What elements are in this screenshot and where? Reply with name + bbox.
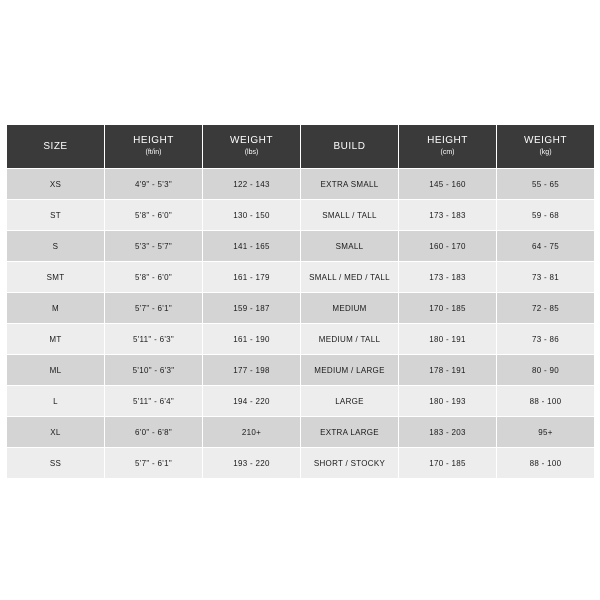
cell-build: EXTRA LARGE — [301, 417, 399, 448]
cell-height-ftin: 5'11" - 6'4" — [105, 386, 203, 417]
cell-build: MEDIUM / TALL — [301, 324, 399, 355]
cell-weight-kg: 64 - 75 — [497, 231, 595, 262]
header-unit: (kg) — [539, 149, 552, 156]
cell-size: ST — [7, 200, 105, 231]
cell-height-ftin: 4'9" - 5'3" — [105, 169, 203, 200]
header-unit: (lbs) — [244, 149, 259, 156]
table-row — [7, 200, 595, 231]
cell-height-ftin: 5'10" - 6'3" — [105, 355, 203, 386]
table-row — [7, 448, 595, 479]
table-row — [7, 355, 595, 386]
cell-height-ftin: 5'7" - 6'1" — [105, 293, 203, 324]
table-row — [7, 386, 595, 417]
cell-height-cm: 180 - 191 — [399, 324, 497, 355]
cell-weight-lbs: 177 - 198 — [203, 355, 301, 386]
cell-height-cm: 180 - 193 — [399, 386, 497, 417]
header-row — [7, 125, 595, 169]
cell-size: SMT — [7, 262, 105, 293]
cell-height-ftin: 6'0" - 6'8" — [105, 417, 203, 448]
cell-weight-lbs: 159 - 187 — [203, 293, 301, 324]
cell-height-cm: 170 - 185 — [399, 293, 497, 324]
cell-weight-kg: 73 - 86 — [497, 324, 595, 355]
cell-build: EXTRA SMALL — [301, 169, 399, 200]
table-row — [7, 169, 595, 200]
header-size — [7, 125, 105, 169]
cell-build: SHORT / STOCKY — [301, 448, 399, 479]
cell-size: XL — [7, 417, 105, 448]
cell-height-cm: 178 - 191 — [399, 355, 497, 386]
cell-weight-kg: 73 - 81 — [497, 262, 595, 293]
header-unit: (cm) — [440, 149, 455, 156]
cell-weight-kg: 88 - 100 — [497, 448, 595, 479]
cell-weight-kg: 55 - 65 — [497, 169, 595, 200]
header-label: WEIGHT — [524, 135, 567, 146]
cell-height-cm: 183 - 203 — [399, 417, 497, 448]
cell-weight-lbs: 130 - 150 — [203, 200, 301, 231]
cell-size: SS — [7, 448, 105, 479]
cell-height-ftin: 5'8" - 6'0" — [105, 200, 203, 231]
header-height-ftin — [105, 125, 203, 169]
cell-height-ftin: 5'8" - 6'0" — [105, 262, 203, 293]
cell-weight-lbs: 161 - 190 — [203, 324, 301, 355]
cell-size: XS — [7, 169, 105, 200]
cell-weight-lbs: 193 - 220 — [203, 448, 301, 479]
cell-build: MEDIUM — [301, 293, 399, 324]
cell-height-cm: 160 - 170 — [399, 231, 497, 262]
cell-size: M — [7, 293, 105, 324]
cell-weight-kg: 88 - 100 — [497, 386, 595, 417]
cell-build: LARGE — [301, 386, 399, 417]
cell-weight-lbs: 122 - 143 — [203, 169, 301, 200]
cell-weight-lbs: 161 - 179 — [203, 262, 301, 293]
header-weight-kg — [497, 125, 595, 169]
cell-height-cm: 145 - 160 — [399, 169, 497, 200]
table-row — [7, 293, 595, 324]
cell-build: SMALL — [301, 231, 399, 262]
cell-height-ftin: 5'3" - 5'7" — [105, 231, 203, 262]
header-label: BUILD — [333, 140, 366, 152]
cell-size: S — [7, 231, 105, 262]
size-chart-body — [7, 169, 595, 479]
cell-size: ML — [7, 355, 105, 386]
header-unit: (ft/in) — [145, 149, 162, 156]
cell-weight-kg: 95+ — [497, 417, 595, 448]
cell-build: SMALL / MED / TALL — [301, 262, 399, 293]
cell-height-cm: 173 - 183 — [399, 200, 497, 231]
cell-size: L — [7, 386, 105, 417]
cell-weight-lbs: 194 - 220 — [203, 386, 301, 417]
cell-build: MEDIUM / LARGE — [301, 355, 399, 386]
table-row — [7, 417, 595, 448]
size-chart-header — [7, 125, 595, 169]
cell-weight-kg: 72 - 85 — [497, 293, 595, 324]
cell-weight-kg: 59 - 68 — [497, 200, 595, 231]
cell-build: SMALL / TALL — [301, 200, 399, 231]
cell-height-cm: 173 - 183 — [399, 262, 497, 293]
header-label: WEIGHT — [230, 135, 273, 146]
header-height-cm — [399, 125, 497, 169]
header-weight-lbs — [203, 125, 301, 169]
cell-weight-kg: 80 - 90 — [497, 355, 595, 386]
table-row — [7, 262, 595, 293]
header-build — [301, 125, 399, 169]
size-chart-table — [6, 124, 595, 479]
cell-size: MT — [7, 324, 105, 355]
cell-height-cm: 170 - 185 — [399, 448, 497, 479]
cell-height-ftin: 5'11" - 6'3" — [105, 324, 203, 355]
table-row — [7, 324, 595, 355]
header-label: HEIGHT — [427, 135, 468, 146]
header-label: SIZE — [43, 140, 68, 152]
header-label: HEIGHT — [133, 135, 174, 146]
cell-height-ftin: 5'7" - 6'1" — [105, 448, 203, 479]
cell-weight-lbs: 141 - 165 — [203, 231, 301, 262]
table-row — [7, 231, 595, 262]
cell-weight-lbs: 210+ — [203, 417, 301, 448]
